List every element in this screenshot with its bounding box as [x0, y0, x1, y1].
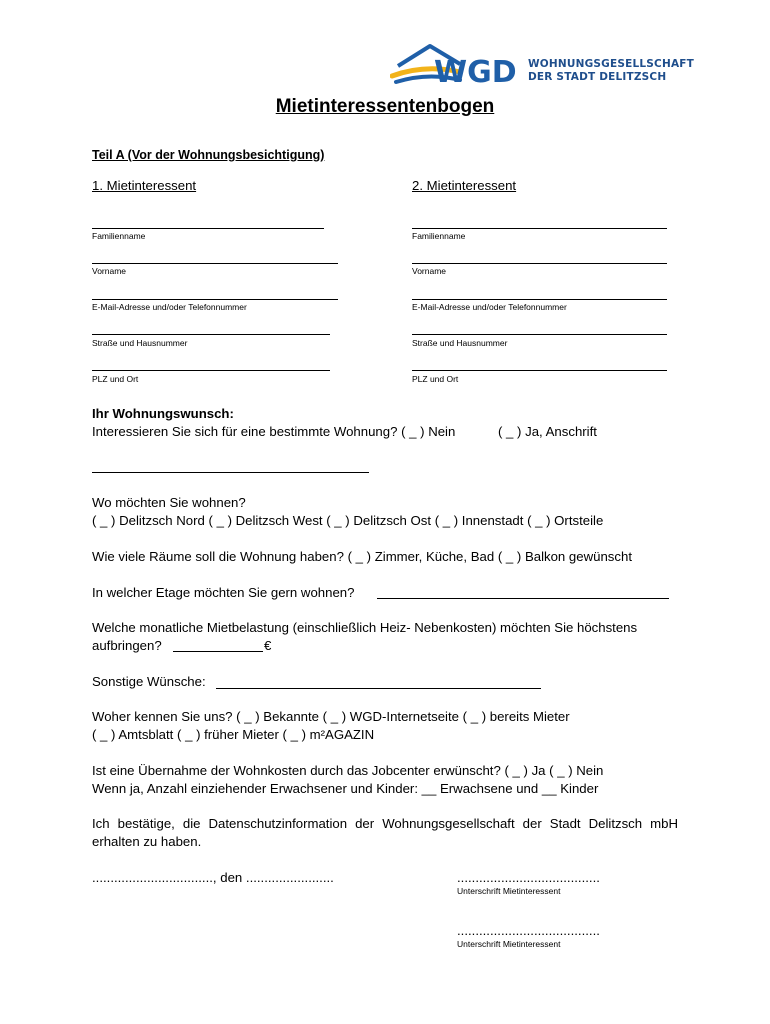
col2-firstname-line[interactable]: [412, 263, 667, 264]
q-source-2: ( _ ) Amtsblatt ( _ ) früher Mieter ( _ ) m²AGAZIN: [92, 727, 375, 742]
signature-2-field[interactable]: .......................................: [457, 923, 600, 938]
q-jobcenter-1: Ist eine Übernahme der Wohnkosten durch das Jobcenter erwünscht? ( _ ) Ja ( _ ) Nein: [92, 763, 604, 778]
q-specific: Interessieren Sie sich für eine bestimmte Wohnung? ( _ ) Nein: [92, 424, 456, 439]
col1-contact-line[interactable]: [92, 299, 338, 300]
logo-brand: WGD: [434, 55, 517, 88]
logo-line-1: WOHNUNGSGESELLSCHAFT: [528, 58, 695, 70]
consent-text: Ich bestätige, die Datenschutzinformation der Wohnungsgesellschaft der Stadt Delitzsch mbH erhalten zu haben.: [92, 816, 678, 849]
col2-surname-line[interactable]: [412, 228, 667, 229]
col2-street-line[interactable]: [412, 334, 667, 335]
wgd-logo-icon: [390, 42, 520, 88]
logo-text: [528, 58, 694, 84]
col1-firstname-label: Vorname: [92, 266, 127, 276]
col1-city-line[interactable]: [92, 370, 330, 371]
wish-heading: Ihr Wohnungswunsch:: [92, 406, 234, 421]
signature-1-label: Unterschrift Mietinteressent: [457, 886, 561, 896]
col1-street-label: Straße und Hausnummer: [92, 338, 188, 348]
q-other: Sonstige Wünsche:: [92, 674, 206, 689]
address-line[interactable]: [92, 472, 369, 473]
col2-street-label: Straße und Hausnummer: [412, 338, 508, 348]
floor-line[interactable]: [377, 598, 669, 599]
col2-firstname-label: Vorname: [412, 266, 447, 276]
other-line[interactable]: [216, 688, 541, 689]
signature-2-label: Unterschrift Mietinteressent: [457, 939, 561, 949]
q-jobcenter-2: Wenn ja, Anzahl einziehender Erwachsener und Kinder: __ Erwachsene und __ Kinder: [92, 781, 599, 796]
col1-city-label: PLZ und Ort: [92, 374, 139, 384]
col1-firstname-line[interactable]: [92, 263, 338, 264]
col2-surname-label: Familienname: [412, 231, 466, 241]
signature-1-field[interactable]: .......................................: [457, 870, 600, 885]
rent-currency: €: [264, 638, 272, 653]
page-title: Mietinteressentenbogen: [275, 96, 495, 117]
col1-heading: 1. Mietinteressent: [92, 178, 197, 193]
q-source-1: Woher kennen Sie uns? ( _ ) Bekannte ( _ ) WGD-Internetseite ( _ ) bereits Mieter: [92, 709, 570, 724]
col1-street-line[interactable]: [92, 334, 330, 335]
q-where: Wo möchten Sie wohnen?: [92, 495, 246, 510]
col2-contact-line[interactable]: [412, 299, 667, 300]
col2-city-line[interactable]: [412, 370, 667, 371]
part-a-heading: Teil A (Vor der Wohnungsbesichtigung): [92, 148, 325, 162]
q-specific-yes: ( _ ) Ja, Anschrift: [498, 424, 597, 439]
q-rooms: Wie viele Räume soll die Wohnung haben? ( _ ) Zimmer, Küche, Bad ( _ ) Balkon gewünscht: [92, 549, 632, 564]
place-date-field[interactable]: ................................., den ........................: [92, 870, 334, 885]
col2-contact-label: E-Mail-Adresse und/oder Telefonnummer: [412, 302, 567, 312]
col2-city-label: PLZ und Ort: [412, 374, 459, 384]
col1-contact-label: E-Mail-Adresse und/oder Telefonnummer: [92, 302, 247, 312]
q-floor: In welcher Etage möchten Sie gern wohnen?: [92, 585, 355, 600]
col1-surname-line[interactable]: [92, 228, 324, 229]
q-where-options: ( _ ) Delitzsch Nord ( _ ) Delitzsch West ( _ ) Delitzsch Ost ( _ ) Innenstadt ( _ ) Ortsteile: [92, 513, 604, 528]
q-rent-2: aufbringen?: [92, 638, 162, 653]
logo-line-2: DER STADT DELITZSCH: [528, 71, 667, 83]
q-rent-1: Welche monatliche Mietbelastung (einschließlich Heiz- Nebenkosten) möchten Sie höchstens: [92, 620, 638, 635]
rent-line[interactable]: [173, 651, 263, 652]
col2-heading: 2. Mietinteressent: [412, 178, 517, 193]
col1-surname-label: Familienname: [92, 231, 146, 241]
